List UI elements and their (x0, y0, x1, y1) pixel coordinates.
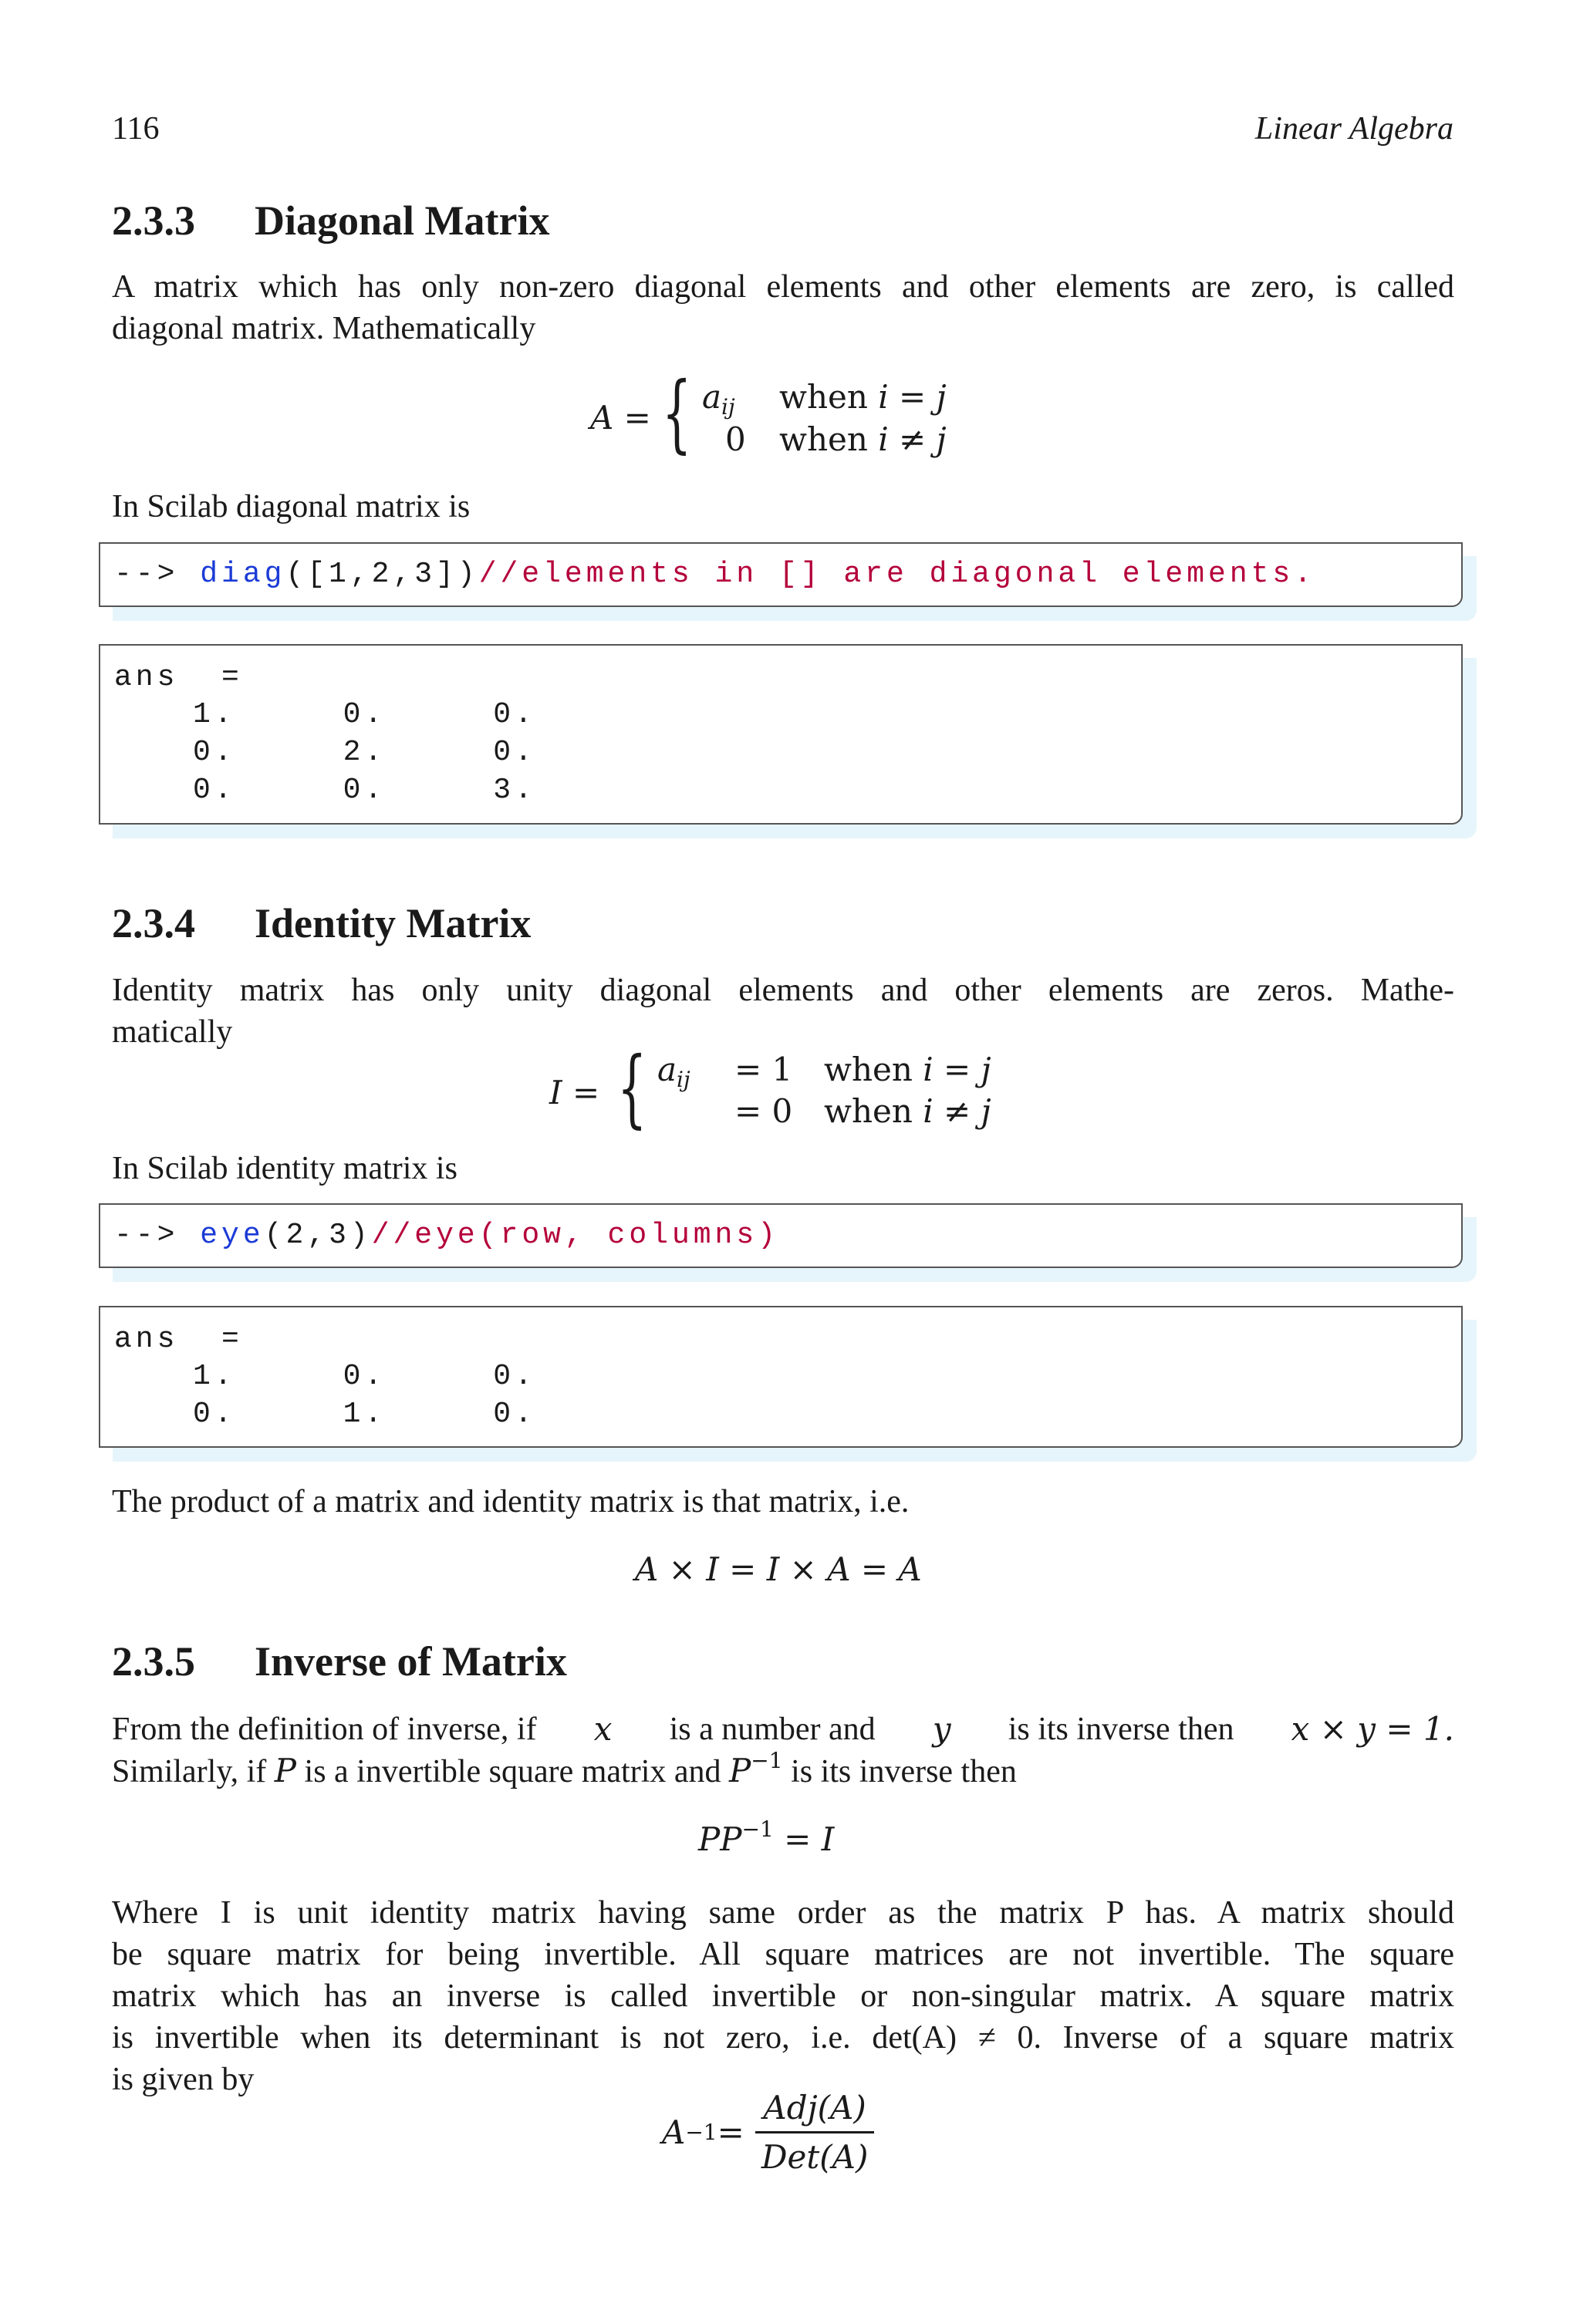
section-heading-diagonal-matrix (112, 197, 549, 245)
fraction-numerator: Adj(A) (755, 2089, 875, 2133)
code-line (114, 558, 1315, 591)
paragraph-scilab-identity-intro (112, 1148, 1454, 1189)
output-matrix-row: 0. 2. 0. (193, 736, 536, 769)
text-run: is its inverse then (1008, 1712, 1234, 1747)
math-superscript: −1 (741, 1816, 774, 1842)
condition-word: when (779, 420, 879, 458)
left-brace: { (617, 1038, 647, 1137)
code-input-box (99, 542, 1463, 607)
code-arguments: (2,3) (264, 1219, 372, 1252)
code-prompt: --> (114, 558, 179, 591)
math-variable: P (274, 1752, 297, 1789)
paragraph-line: In Scilab identity matrix is (112, 1151, 457, 1186)
math-variable: P (729, 1752, 751, 1789)
text-run: From the definition of inverse, if (112, 1712, 537, 1747)
output-matrix-row: 0. 0. 3. (193, 774, 536, 807)
paragraph-line: The product of a matrix and identity matrix is that matrix, i.e. (112, 1484, 910, 1520)
paragraph-inverse-explanation (112, 1892, 1454, 2100)
section-heading-identity-matrix (112, 899, 531, 947)
paragraph-line: In Scilab diagonal matrix is (112, 489, 471, 525)
code-line (114, 1219, 779, 1252)
page-number: 116 (112, 111, 160, 147)
code-output-box (99, 644, 1463, 825)
equation-row-1-condition (824, 1051, 991, 1088)
equation-lhs: A = (590, 399, 651, 437)
equation-row-2-equals: = 0 (734, 1092, 793, 1130)
equation-inverse-formula: A −1 = $\frac{\text{Adj(A)}}{\text{Det(A)}}$ (662, 2089, 874, 2176)
paragraph-line: matically (112, 1014, 233, 1050)
equation-product-identity: A × I = I × A = A (635, 1550, 922, 1588)
code-output-box (99, 1306, 1463, 1448)
condition-math: i = j (878, 378, 947, 416)
matrix-element-subscript: ij (721, 394, 735, 420)
condition-math: i ≠ j (878, 420, 947, 458)
condition-math: i ≠ j (923, 1092, 991, 1130)
matrix-element-symbol: a (702, 378, 722, 416)
output-matrix-row: 0. 1. 0. (193, 1398, 536, 1431)
equation-row-1-value (657, 1051, 690, 1092)
equation-row-1-equals: = 1 (734, 1051, 793, 1088)
text-run: is its inverse then (791, 1754, 1017, 1789)
output-matrix-row: 1. 0. 0. (193, 1360, 536, 1393)
paragraph-line: Where I is unit identity matrix having same order as the matrix P has. A matrix should (112, 1895, 1454, 1931)
section-title: Identity Matrix (255, 900, 532, 946)
paragraph-identity-definition (112, 970, 1454, 1053)
left-brace: { (662, 363, 692, 462)
math-variable: PP (698, 1820, 742, 1858)
paragraph-line: Identity matrix has only unity diagonal elements and other elements are zeros. Mathe- (112, 973, 1454, 1008)
code-comment: //eye(row, columns) (371, 1219, 779, 1252)
code-function: diag (200, 558, 286, 591)
section-number: 2.3.4 (112, 900, 195, 946)
text-run: is a invertible square matrix and (304, 1754, 721, 1789)
paragraph-line (112, 1708, 1454, 1750)
equation-lhs: I = (549, 1074, 600, 1111)
matrix-element-symbol: a (657, 1051, 677, 1088)
math-variable: x (593, 1710, 613, 1748)
equation-row-1-value (702, 378, 735, 420)
paragraph-line: diagonal matrix. Mathematically (112, 311, 536, 346)
equation-row-2-condition (779, 420, 947, 458)
section-number: 2.3.5 (112, 1638, 195, 1685)
paragraph-diagonal-definition (112, 266, 1454, 349)
output-matrix-row: 1. 0. 0. (193, 698, 536, 731)
paragraph-line: matrix which has an inverse is called invertible or non-singular matrix. A square matrix (112, 1978, 1454, 2014)
fraction (755, 2089, 875, 2176)
paragraph-product-identity (112, 1481, 1454, 1523)
equation-pp-inverse (698, 1816, 835, 1858)
code-input-box (99, 1203, 1463, 1268)
condition-word: when (779, 378, 879, 416)
section-number: 2.3.3 (112, 197, 195, 244)
section-title: Diagonal Matrix (255, 197, 550, 244)
equation-row-1-condition (779, 378, 947, 416)
condition-word: when (824, 1092, 923, 1130)
paragraph-line: be square matrix for being invertible. All square matrices are not invertible. The square (112, 1937, 1454, 1972)
paragraph-scilab-diagonal-intro (112, 486, 1454, 528)
code-comment: //elements in [] are diagonal elements. (478, 558, 1316, 591)
paragraph-line: is given by (112, 2062, 255, 2097)
math-variable: y (932, 1710, 951, 1748)
math-expression: = I (773, 1820, 835, 1858)
section-heading-inverse-matrix (112, 1638, 567, 1685)
matrix-element-subscript: ij (677, 1067, 690, 1092)
math-expression: x × y = 1. (1291, 1710, 1454, 1748)
equation-row-2-condition (824, 1092, 991, 1130)
condition-word: when (824, 1051, 923, 1088)
paragraph-inverse-definition (112, 1708, 1454, 1793)
output-ans-label: ans = (114, 1323, 243, 1356)
fraction-denominator: Det(A) (761, 2138, 869, 2176)
text-run: is a number and (669, 1712, 876, 1747)
math-expression (729, 1748, 783, 1789)
math-variable: A (662, 2113, 686, 2151)
math-superscript: −1 (751, 1748, 783, 1773)
paragraph-line: is invertible when its determinant is not zero, i.e. det(A) ≠ 0. Inverse of a square matrix (112, 2020, 1454, 2056)
running-header-title: Linear Algebra (1254, 111, 1453, 147)
condition-math: i = j (923, 1051, 991, 1088)
code-prompt: --> (114, 1219, 179, 1252)
text-run: Similarly, if (112, 1754, 267, 1789)
equation-row-2-value: 0 (725, 420, 746, 458)
code-function: eye (200, 1219, 265, 1252)
output-ans-label: ans = (114, 661, 243, 694)
paragraph-line (112, 1750, 1454, 1793)
paragraph-line: A matrix which has only non-zero diagonal elements and other elements are zero, is called (112, 269, 1454, 305)
equals-sign: = (717, 2113, 744, 2151)
code-arguments: ([1,2,3]) (285, 558, 479, 591)
section-title: Inverse of Matrix (255, 1638, 567, 1685)
